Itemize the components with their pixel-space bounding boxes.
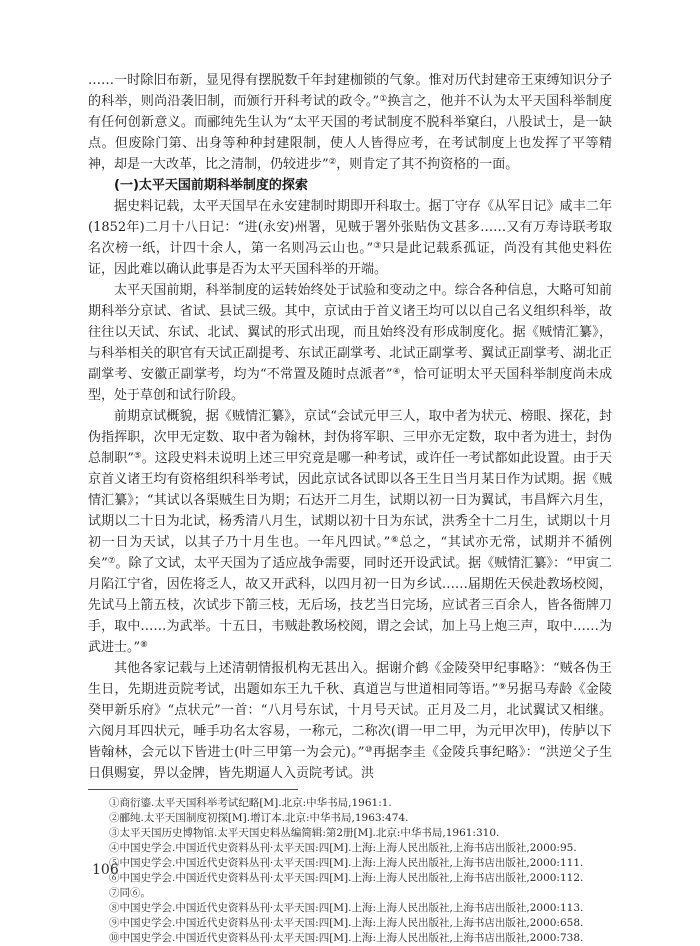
paragraph-yongan-exam: 据史料记载，太平天国早在永安建制时期即开科取士。据丁守存《从军日记》咸丰二年(1852年)二月十八日记：“进(永安)州署，见贼于署外张贴伪文甚多……又有万寿诗联考取名次榜一纸，计四十余人，第一名则冯云山也。”③只是此记载系孤证，尚没有其他史料佐证，因此难以确认此事是否为太平天国科举的开端。: [88, 199, 612, 277]
footnote-1: ①商衍鎏.太平天国科举考试纪略[M].北京:中华书局,1961:1.: [109, 797, 392, 809]
section-heading: (一)太平天国前期科举制度的探索: [114, 178, 308, 193]
page-number: 106: [92, 862, 119, 878]
paragraph-other-records: 其他各家记载与上述清朝情报机构无甚出入。据谢介鹤《金陵癸甲纪事略》：“贼各伪王生日，先期进贡院考试，出题如东王九千秋、真道岂与世道相同等语。”⑨另据马寿龄《金陵癸甲新乐府》“点状元”一首：“八月号东试，十月号天试。正月及二月，北试翼试又相继。六阅月耳四状元，唾手功名太容易，一称元，二称次(谓一甲二甲，为元甲次甲)，传胪以下皆翰林，会元以下皆进士(叶三甲第一为会元)。”⑩再据李圭《金陵兵事纪略》：“洪逆父子生日俱赐宴，畀以金牌，皆先期逼人入贡院考试。洪: [88, 661, 613, 781]
footnote-3: ③太平天国历史博物馆.太平天国史料丛编简辑:第2册[M].北京:中华书局,1961:310.: [109, 827, 500, 839]
text-block: [88, 70, 612, 946]
paragraph-early-system: 太平天国前期，科举制度的运转始终处于试验和变动之中。综合各种信息，大略可知前期科举分京试、省试、县试三级。其中，京试由于首义诸王均可以以自己名义组织科举，故往往以天试、东试、北试、翼试的形式出现，而且始终没有形成制度化。据《贼情汇纂》，与科举相关的职官有天试正副提考、东试正副掌考、北试正副掌考、翼试正副掌考、湖北正副掌考、安徽正副掌考，均为“不常置及随时点派者”④，恰可证明太平天国科举制度尚未成型，处于草创和试行阶段。: [88, 283, 612, 403]
paragraph-quote-continuation: ……一时除旧布新，显见得有摆脱数千年封建枷锁的气象。惟对历代封建帝王束缚知识分子的科举，则尚沿袭旧制，而颁行开科考试的政令。”①换言之，他并不认为太平天国科举制度有任何创新意义。而郦纯先生认为“太平天国的考试制度不脱科举窠臼，八股试士，是一缺点。但废除门第、出身等种种封建限制，使人人皆得应考，在考试制度上也发挥了平等精神，却是一大改革，比之清制，仍较进步”②，则肯定了其不拘资格的一面。: [88, 73, 612, 172]
footnote-10: ⑩中国史学会.中国近代史资料丛刊·太平天国:四[M].上海:上海人民出版社,上海书店出版社,2000:738.: [109, 932, 584, 944]
footnote-9: ⑨中国史学会.中国近代史资料丛刊·太平天国:四[M].上海:上海人民出版社,上海书店出版社,2000:658.: [109, 917, 584, 929]
footnote-5: ⑤中国史学会.中国近代史资料丛刊·太平天国:四[M].上海:上海人民出版社,上海书店出版社,2000:111.: [109, 857, 584, 869]
footnotes: [88, 796, 612, 946]
footnote-8: ⑧中国史学会.中国近代史资料丛刊·太平天国:四[M].上海:上海人民出版社,上海书店出版社,2000:113.: [109, 902, 584, 914]
footnote-2: ②郦纯.太平天国制度初探[M].增订本.北京:中华书局,1963:474.: [109, 812, 409, 824]
footnote-4: ④中国史学会.中国近代史资料丛刊·太平天国:四[M].上海:上海人民出版社,上海书店出版社,2000:95.: [109, 842, 577, 854]
footnote-divider: [88, 789, 298, 790]
footnote-6: ⑥中国史学会.中国近代史资料丛刊·太平天国:四[M].上海:上海人民出版社,上海书店出版社,2000:112.: [109, 872, 584, 884]
paragraph-jingshi-overview: 前期京试概貌，据《贼情汇纂》，京试“会试元甲三人，取中者为状元、榜眼、探花，封伪指挥职，次甲无定数、取中者为翰林，封伪将军职、三甲亦无定数，取中者为进士，封伪总制职”⑤。这段史料未说明上述三甲究竟是哪一种考试，或许任一考试都如此设置。由于天京首义诸王均有资格组织科举考试，因此京试各试即以各王生日当月某日作为试期。据《贼情汇纂》；“其试以各渠贼生日为期；石达开二月生，试期以初一日为翼试，韦昌辉六月生，试期以二十日为北试，杨秀清八月生，试期以初十日为东试，洪秀全十二月生，试期以十月初一日为天试，以其子乃十月生也。一年凡四试。”⑥总之，“其试亦无常，试期并不循例矣”⑦。除了文试，太平天国为了适应战争需要，同时还开设武试。据《贼情汇纂》：“甲寅二月陷江宁省，因佐将乏人，故又开武科，以四月初一日为乡试……届期佐天侯赴教场校阅，先试马上箭五枝，次试步下箭三枝，无后场，技艺当日完场，应试者三百余人，皆各衙牌刀手，取中……为武举。十五日，韦贼赴教场校阅，谓之会试，加上马上炮三声，取中……为武进士。”⑧: [88, 409, 612, 655]
footnote-7: ⑦同⑥。: [109, 887, 151, 899]
